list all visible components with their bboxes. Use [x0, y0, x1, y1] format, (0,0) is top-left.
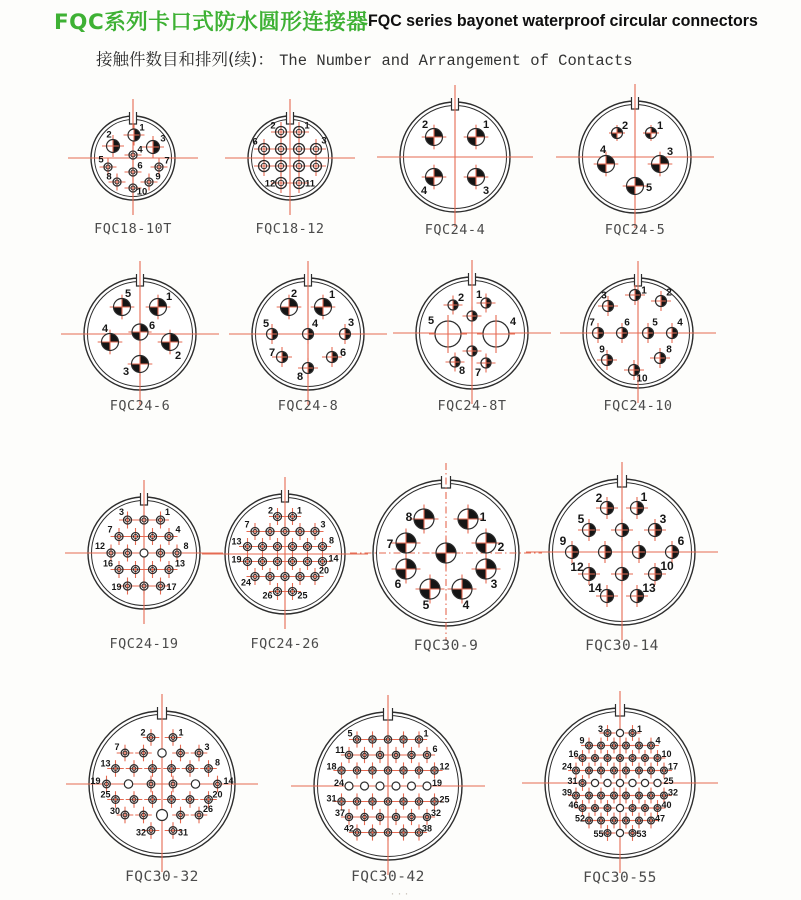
pin — [604, 779, 611, 786]
svg-text:11: 11 — [335, 745, 345, 755]
svg-text:5: 5 — [577, 512, 585, 526]
svg-text:7: 7 — [268, 347, 276, 359]
svg-text:9: 9 — [155, 171, 161, 183]
connector-label: FQC30-14 — [585, 638, 659, 654]
connector-diagram-FQC30-14 — [515, 445, 729, 659]
svg-text:8: 8 — [328, 535, 335, 546]
svg-text:26: 26 — [262, 590, 273, 601]
pin — [157, 810, 168, 821]
svg-text:9: 9 — [579, 735, 585, 746]
connector-label: FQC30-9 — [413, 638, 479, 654]
svg-text:38: 38 — [421, 823, 433, 834]
svg-text:19: 19 — [231, 554, 242, 565]
svg-text:4: 4 — [677, 317, 683, 329]
svg-text:19: 19 — [431, 778, 443, 788]
svg-text:8: 8 — [458, 365, 466, 377]
connector-diagram-FQC24-5 — [545, 67, 725, 247]
svg-text:3: 3 — [160, 133, 166, 145]
svg-text:1: 1 — [641, 285, 647, 297]
connector-diagram-FQC24-8 — [218, 244, 398, 424]
svg-text:16: 16 — [102, 558, 114, 569]
svg-text:3: 3 — [347, 317, 355, 329]
svg-text:1: 1 — [656, 120, 664, 132]
svg-text:8: 8 — [296, 371, 304, 383]
svg-text:6: 6 — [137, 160, 143, 172]
connector-diagram-FQC24-8T — [382, 243, 562, 423]
pin — [140, 549, 148, 557]
svg-text:16: 16 — [568, 749, 579, 759]
svg-text:6: 6 — [339, 347, 347, 359]
svg-text:20: 20 — [212, 789, 223, 800]
svg-text:2: 2 — [666, 287, 672, 299]
svg-text:12: 12 — [94, 541, 106, 551]
svg-text:3: 3 — [597, 724, 604, 734]
svg-text:20: 20 — [318, 565, 330, 576]
connector-diagram-FQC24-6 — [50, 244, 230, 424]
svg-text:12: 12 — [264, 178, 276, 190]
pin — [124, 780, 132, 788]
svg-text:5: 5 — [262, 318, 270, 330]
pin — [629, 779, 636, 786]
svg-text:9: 9 — [599, 344, 605, 356]
connector-diagram-FQC30-32 — [55, 677, 269, 891]
svg-text:13: 13 — [642, 581, 656, 595]
svg-text:52: 52 — [574, 813, 586, 824]
connector-diagram-FQC24-10 — [549, 244, 727, 422]
svg-text:10: 10 — [636, 373, 648, 385]
svg-text:10: 10 — [660, 559, 674, 573]
svg-text:2: 2 — [140, 727, 146, 738]
svg-text:3: 3 — [659, 512, 667, 526]
svg-text:1: 1 — [304, 120, 310, 132]
svg-text:55: 55 — [593, 829, 604, 839]
svg-text:4: 4 — [420, 185, 428, 197]
svg-text:5: 5 — [347, 728, 353, 739]
svg-text:4: 4 — [599, 144, 607, 156]
connector-label: FQC30-55 — [583, 870, 657, 886]
svg-text:1: 1 — [139, 122, 145, 134]
connector-diagram-FQC18-12 — [214, 82, 366, 234]
svg-text:5: 5 — [98, 154, 104, 166]
pin — [191, 780, 199, 788]
svg-text:6: 6 — [624, 317, 630, 329]
svg-text:5: 5 — [427, 315, 435, 327]
svg-text:6: 6 — [148, 320, 156, 332]
svg-text:6: 6 — [394, 577, 402, 591]
svg-text:12: 12 — [439, 761, 450, 772]
connector-label: FQC24-4 — [424, 222, 486, 238]
svg-text:18: 18 — [326, 761, 337, 772]
svg-text:25: 25 — [100, 789, 111, 800]
svg-text:17: 17 — [166, 582, 177, 592]
svg-text:24: 24 — [333, 778, 345, 788]
svg-text:6: 6 — [432, 744, 438, 754]
svg-text:3: 3 — [320, 519, 326, 530]
svg-text:8: 8 — [183, 541, 189, 551]
svg-text:1: 1 — [296, 505, 303, 516]
connector-label: FQC24-8 — [277, 398, 339, 414]
svg-text:1: 1 — [178, 727, 184, 738]
svg-text:46: 46 — [568, 800, 579, 810]
svg-text:1: 1 — [165, 291, 173, 303]
svg-text:7: 7 — [386, 537, 394, 551]
svg-text:25: 25 — [439, 794, 450, 805]
svg-text:26: 26 — [202, 804, 214, 814]
connector-label: FQC24-5 — [604, 222, 666, 238]
pin — [641, 779, 648, 786]
svg-text:53: 53 — [636, 829, 647, 839]
subtitle-en: The Number and Arrangement of Contacts — [279, 52, 633, 70]
svg-text:10: 10 — [136, 186, 148, 198]
svg-text:17: 17 — [667, 761, 679, 772]
connector-diagram-FQC30-42 — [280, 678, 496, 894]
svg-text:8: 8 — [214, 757, 221, 768]
svg-text:24: 24 — [561, 761, 573, 772]
svg-text:19: 19 — [90, 776, 101, 786]
pin — [616, 804, 623, 811]
svg-text:25: 25 — [297, 590, 308, 601]
svg-text:2: 2 — [421, 119, 429, 131]
svg-text:4: 4 — [462, 598, 470, 612]
svg-text:3: 3 — [490, 577, 498, 591]
pin — [392, 782, 400, 790]
svg-text:32: 32 — [135, 827, 147, 838]
svg-text:6: 6 — [677, 534, 685, 548]
svg-text:1: 1 — [482, 119, 490, 131]
svg-text:40: 40 — [661, 800, 672, 810]
svg-text:4: 4 — [509, 316, 517, 328]
svg-text:2: 2 — [267, 505, 274, 516]
connector-label: FQC24-6 — [109, 398, 171, 414]
svg-text:2: 2 — [290, 288, 298, 300]
svg-text:2: 2 — [497, 540, 505, 554]
pin — [158, 749, 166, 757]
connector-label: FQC18-12 — [255, 221, 325, 237]
svg-text:1: 1 — [479, 510, 487, 524]
svg-text:2: 2 — [457, 292, 465, 304]
svg-text:10: 10 — [661, 749, 672, 759]
svg-text:13: 13 — [174, 558, 186, 569]
svg-text:12: 12 — [570, 560, 584, 574]
svg-text:2: 2 — [174, 350, 182, 362]
svg-text:7: 7 — [474, 367, 482, 379]
page-footer-fragment: ··· — [390, 886, 412, 900]
svg-text:3: 3 — [118, 507, 125, 517]
svg-text:3: 3 — [666, 146, 674, 158]
svg-text:8: 8 — [106, 171, 112, 183]
svg-text:4: 4 — [655, 735, 661, 746]
svg-text:4: 4 — [311, 318, 319, 330]
svg-text:8: 8 — [666, 344, 672, 356]
svg-text:11: 11 — [304, 178, 316, 190]
svg-text:14: 14 — [588, 581, 602, 595]
subtitle-zh: 接触件数目和排列(续)： — [96, 50, 280, 69]
connector-diagram-FQC18-10T — [57, 82, 209, 234]
svg-text:2: 2 — [270, 120, 276, 132]
svg-text:2: 2 — [621, 120, 629, 132]
svg-text:24: 24 — [240, 577, 252, 588]
pin — [376, 782, 384, 790]
connector-label: FQC30-32 — [125, 869, 199, 885]
svg-text:5: 5 — [422, 598, 430, 612]
pin — [361, 782, 369, 790]
svg-text:39: 39 — [561, 787, 573, 798]
svg-text:14: 14 — [328, 553, 339, 564]
svg-text:6: 6 — [252, 136, 258, 148]
svg-text:5: 5 — [124, 288, 132, 300]
svg-text:7: 7 — [114, 742, 120, 752]
pin — [616, 729, 623, 736]
pin — [616, 829, 623, 836]
series-title-en: FQC series bayonet waterproof circular connectors — [368, 11, 758, 30]
connector-label: FQC24-19 — [109, 636, 179, 652]
svg-text:7: 7 — [164, 155, 170, 167]
svg-text:31: 31 — [177, 827, 189, 838]
svg-text:14: 14 — [223, 776, 234, 786]
svg-text:1: 1 — [423, 728, 429, 739]
svg-text:31: 31 — [567, 776, 578, 786]
connector-label: FQC18-10T — [94, 221, 172, 237]
pin — [616, 779, 623, 786]
svg-text:3: 3 — [482, 185, 490, 197]
svg-text:8: 8 — [405, 510, 413, 524]
svg-text:4: 4 — [137, 144, 143, 156]
svg-text:7: 7 — [244, 519, 250, 530]
svg-text:25: 25 — [663, 776, 674, 786]
svg-text:1: 1 — [328, 289, 336, 301]
connector-diagram-FQC30-55 — [511, 674, 729, 892]
svg-text:3: 3 — [204, 742, 210, 752]
svg-text:9: 9 — [559, 534, 567, 548]
svg-text:32: 32 — [667, 787, 679, 798]
svg-text:1: 1 — [636, 724, 643, 734]
svg-text:5: 5 — [652, 317, 658, 329]
svg-text:37: 37 — [334, 808, 346, 818]
pin — [408, 782, 416, 790]
svg-text:7: 7 — [107, 524, 113, 535]
series-title-zh: FQC系列卡口式防水圆形连接器 — [54, 10, 369, 35]
connector-label: FQC24-8T — [437, 398, 507, 414]
svg-text:5: 5 — [645, 182, 653, 194]
svg-text:7: 7 — [589, 317, 595, 329]
svg-text:1: 1 — [164, 507, 171, 517]
svg-text:2: 2 — [106, 129, 112, 141]
connector-label: FQC24-26 — [250, 636, 320, 652]
svg-text:1: 1 — [640, 490, 648, 504]
svg-text:13: 13 — [100, 758, 111, 769]
svg-text:3: 3 — [601, 290, 607, 302]
svg-text:19: 19 — [111, 582, 122, 592]
connector-diagram-FQC24-4 — [366, 68, 544, 246]
pin — [591, 779, 598, 786]
svg-text:32: 32 — [430, 808, 442, 818]
svg-text:3: 3 — [122, 366, 130, 378]
connector-label: FQC24-10 — [603, 398, 673, 414]
svg-text:1: 1 — [475, 289, 483, 301]
svg-text:3: 3 — [321, 135, 327, 147]
svg-text:4: 4 — [101, 323, 109, 335]
svg-text:2: 2 — [595, 491, 603, 505]
svg-text:30: 30 — [109, 806, 121, 816]
svg-text:47: 47 — [654, 813, 666, 824]
svg-text:4: 4 — [175, 524, 181, 535]
svg-text:31: 31 — [326, 793, 337, 804]
svg-text:42: 42 — [343, 823, 355, 834]
svg-text:13: 13 — [231, 536, 242, 547]
connector-label: FQC30-42 — [351, 869, 425, 885]
